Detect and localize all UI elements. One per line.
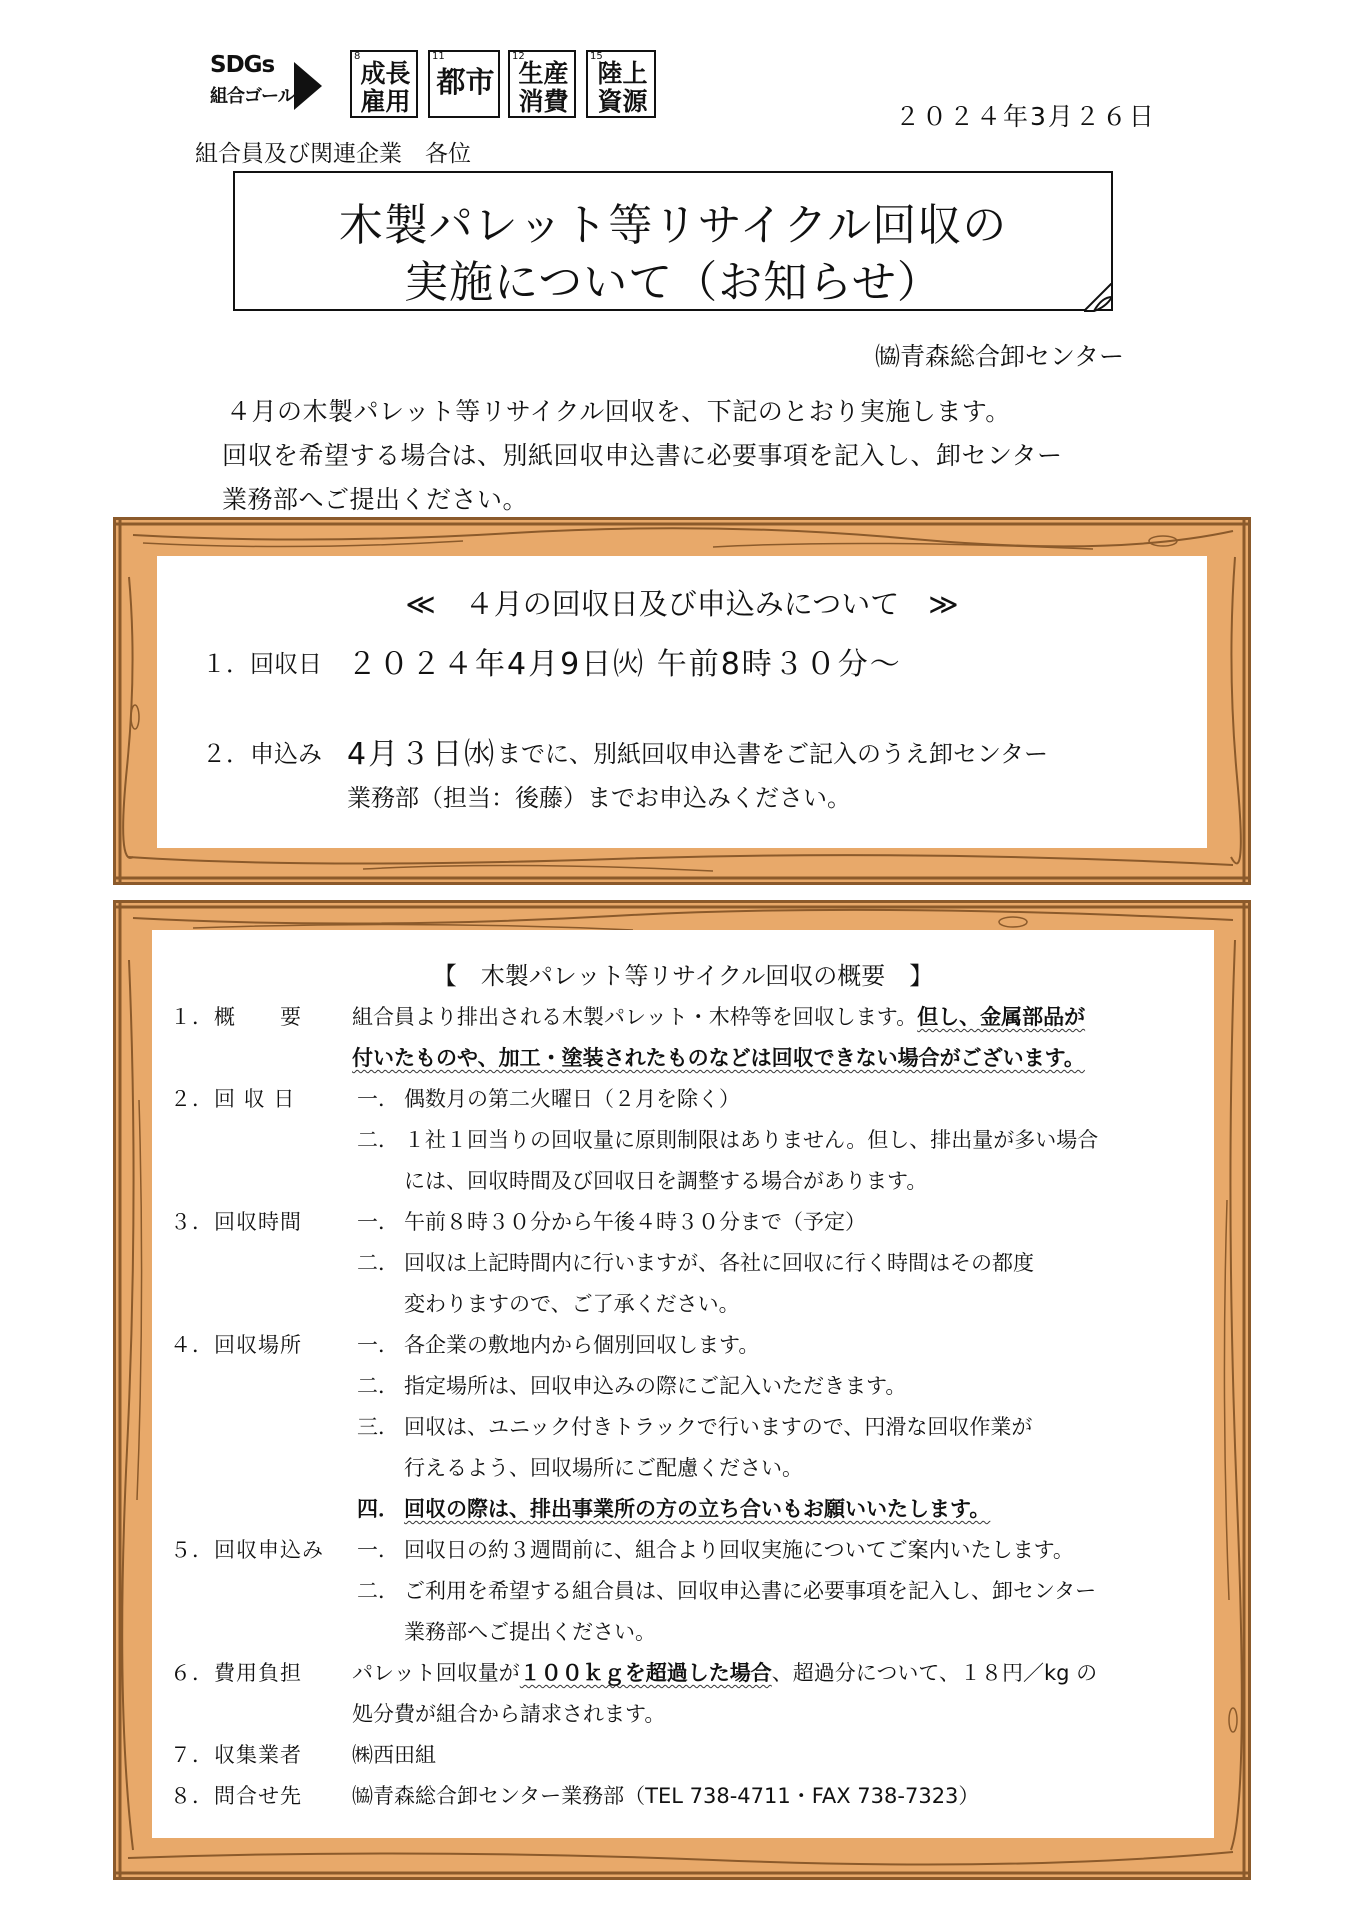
section-label: ３．回収時間 [170, 1210, 302, 1234]
sdg-goal-8-badge [350, 50, 418, 118]
overview-line: ご利用を希望する組合員は、回収申込書に必要事項を記入し、卸センター [404, 1579, 1097, 1603]
sdg-goal-12-badge [508, 50, 576, 118]
item-marker: 四． [357, 1497, 399, 1521]
goal-label: 都市 [436, 65, 495, 99]
overview-line: 指定場所は、回収申込みの際にご記入いただきます。 [404, 1374, 907, 1398]
section-label: １．概 要 [170, 1005, 302, 1029]
item-marker: 二． [357, 1579, 399, 1603]
title-line-1: 木製パレット等リサイクル回収の [338, 200, 1008, 251]
overview-line: パレット回収量が１００ｋｇを超過した場合、超過分について、１８円／kg の [352, 1661, 1098, 1685]
goal-label: 生産 消費 [518, 59, 569, 116]
notice-item-1-label: １．回収日 [202, 650, 322, 678]
intro-line-2: 回収を希望する場合は、別紙回収申込書に必要事項を記入し、卸センター [222, 441, 1063, 470]
overview-heading: 【 木製パレット等リサイクル回収の概要 】 [432, 962, 934, 990]
goal-number: 12 [512, 51, 525, 62]
overview-line: には、回収時間及び回収日を調整する場合があります。 [404, 1169, 928, 1193]
overview-line: 回収日の約３週間前に、組合より回収実施についてご案内いたします。 [404, 1538, 1074, 1562]
sdgs-label: SDGs [210, 52, 275, 78]
application-text: までに、別紙回収申込書をご記入のうえ卸センター [497, 740, 1049, 768]
section-label: ５．回収申込み [170, 1538, 324, 1562]
overview-line: 変わりますので、ご了承ください。 [404, 1292, 740, 1316]
intro-line-3: 業務部へご提出ください。 [222, 485, 529, 514]
collector-name: ㈱西田組 [352, 1743, 436, 1767]
goal-number: 15 [590, 51, 603, 62]
goal-label: 陸上 資源 [597, 59, 648, 116]
contact-info: ㈿青森総合卸センター業務部（TEL 738-4711・FAX 738-7323） [352, 1784, 980, 1808]
sdg-goal-15-badge [586, 50, 656, 118]
overview-line: 処分費が組合から請求されます。 [352, 1702, 666, 1726]
application-text-line-2: 業務部（担当：後藤）までお申込みください。 [347, 784, 851, 812]
item-marker: 一． [357, 1333, 399, 1357]
section-label: ４．回収場所 [170, 1333, 302, 1357]
section-label: ７．収集業者 [170, 1743, 302, 1767]
overview-line: 回収は上記時間内に行いますが、各社に回収に行く時間はその都度 [404, 1251, 1034, 1275]
section-label: ８．問合せ先 [170, 1784, 302, 1808]
goal-number: 8 [354, 51, 361, 62]
collection-date: ２０２４年4月9日㈫ 午前8時３０分～ [347, 647, 902, 682]
item-marker: 三． [357, 1415, 399, 1439]
notice-item-2-label: ２．申込み [202, 740, 322, 768]
item-marker: 一． [357, 1210, 399, 1234]
intro-line-1: ４月の木製パレット等リサイクル回収を、下記のとおり実施します。 [226, 397, 1011, 426]
sdgs-sublabel: 組合ゴール [210, 86, 295, 107]
overview-panel [152, 930, 1214, 1838]
sdg-goal-11-badge [428, 50, 500, 118]
overview-line-emphasis: 付いたものや、加工・塗装されたものなどは回収できない場合がございます。 [352, 1046, 1085, 1070]
notice-heading: ≪ ４月の回収日及び申込みについて ≫ [405, 587, 959, 621]
overview-line: 偶数月の第二火曜日（２月を除く） [404, 1087, 740, 1111]
triangle-arrow-icon [294, 62, 322, 110]
title-line-2: 実施について（お知らせ） [404, 257, 942, 308]
item-marker: 二． [357, 1251, 399, 1275]
sender: ㈿青森総合卸センター [875, 342, 1125, 371]
wood-frame-top [113, 517, 1251, 885]
overview-line: 組合員より排出される木製パレット・木枠等を回収します。但し、金属部品が [352, 1005, 1086, 1029]
overview-line: 各企業の敷地内から個別回収します。 [404, 1333, 760, 1357]
collection-notice-panel [157, 556, 1207, 848]
overview-line: １社１回当りの回収量に原則制限はありません。但し、排出量が多い場合 [404, 1128, 1099, 1152]
overview-line-emphasis: 回収の際は、排出事業所の方の立ち合いもお願いいたします。 [404, 1497, 991, 1521]
page-curl-icon [1084, 283, 1114, 313]
item-marker: 一． [357, 1538, 399, 1562]
goal-label: 成長 雇用 [360, 59, 411, 116]
item-marker: 一． [357, 1087, 399, 1111]
overview-line: 午前８時３０分から午後４時３０分まで（予定） [404, 1210, 866, 1234]
goal-number: 11 [432, 51, 445, 62]
sdgs-logo [208, 52, 308, 114]
overview-line: 回収は、ユニック付きトラックで行いますので、円滑な回収作業が [404, 1415, 1033, 1439]
item-marker: 二． [357, 1374, 399, 1398]
overview-line: 業務部へご提出ください。 [404, 1620, 656, 1644]
title-box [233, 171, 1113, 311]
wood-frame-bottom [113, 900, 1251, 1880]
addressee: 組合員及び関連企業 各位 [195, 141, 471, 167]
issue-date: ２０２４年3月２６日 [895, 102, 1156, 131]
item-marker: 二． [357, 1128, 399, 1152]
section-label: ２．回 収 日 [170, 1087, 296, 1111]
section-label: ６．費用負担 [170, 1661, 302, 1685]
application-deadline: 4月３日㈬ [347, 737, 497, 772]
overview-line: 行えるよう、回収場所にご配慮ください。 [404, 1456, 803, 1480]
